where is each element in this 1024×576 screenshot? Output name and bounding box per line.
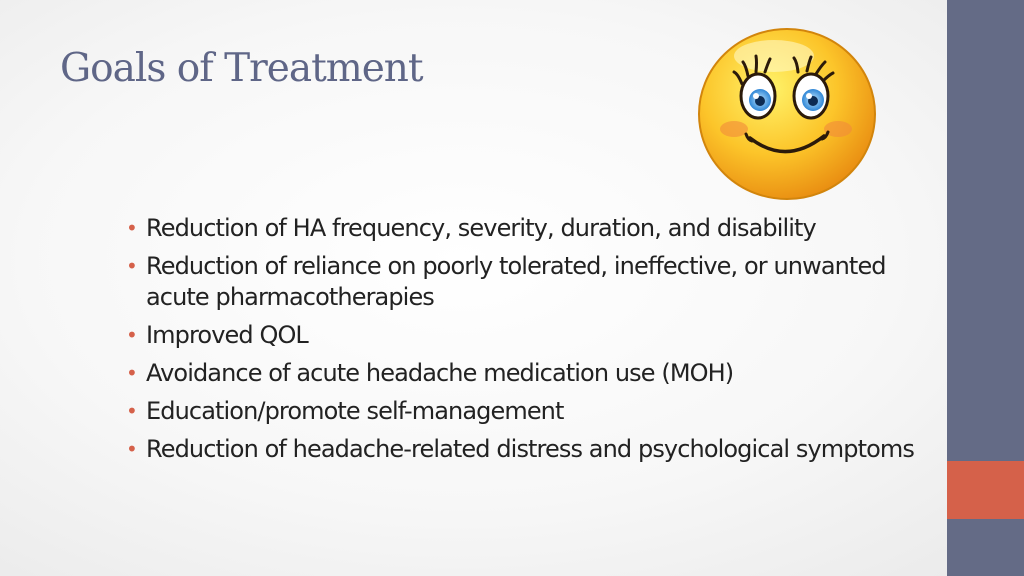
sidebar-accent-block <box>947 461 1024 519</box>
bullet-item <box>126 396 916 427</box>
bullet-dot: • <box>126 399 137 423</box>
bullet-text: Reduction of reliance on poorly tolerated, ineffective, or unwanted acute pharmacotherapies <box>146 252 886 311</box>
bullet-dot: • <box>126 437 137 461</box>
bullet-text: Improved QOL <box>146 321 308 349</box>
bullet-item <box>126 358 916 389</box>
bullet-dot: • <box>126 254 137 278</box>
bullet-dot: • <box>126 323 137 347</box>
bullet-item <box>126 213 916 244</box>
bullet-text: Avoidance of acute headache medication use (MOH) <box>146 359 734 387</box>
bullet-item <box>126 320 916 351</box>
bullet-item <box>126 251 916 313</box>
bullet-text: Education/promote self-management <box>146 397 564 425</box>
bullet-item <box>126 434 916 465</box>
bullet-text: Reduction of HA frequency, severity, duration, and disability <box>146 214 816 242</box>
bullet-text: Reduction of headache-related distress and psychological symptoms <box>146 435 914 463</box>
bullet-dot: • <box>126 361 137 385</box>
bullet-list <box>126 213 916 472</box>
smiling-emoji-icon <box>694 26 880 202</box>
slide-title: Goals of Treatment <box>60 46 423 91</box>
bullet-dot: • <box>126 216 137 240</box>
